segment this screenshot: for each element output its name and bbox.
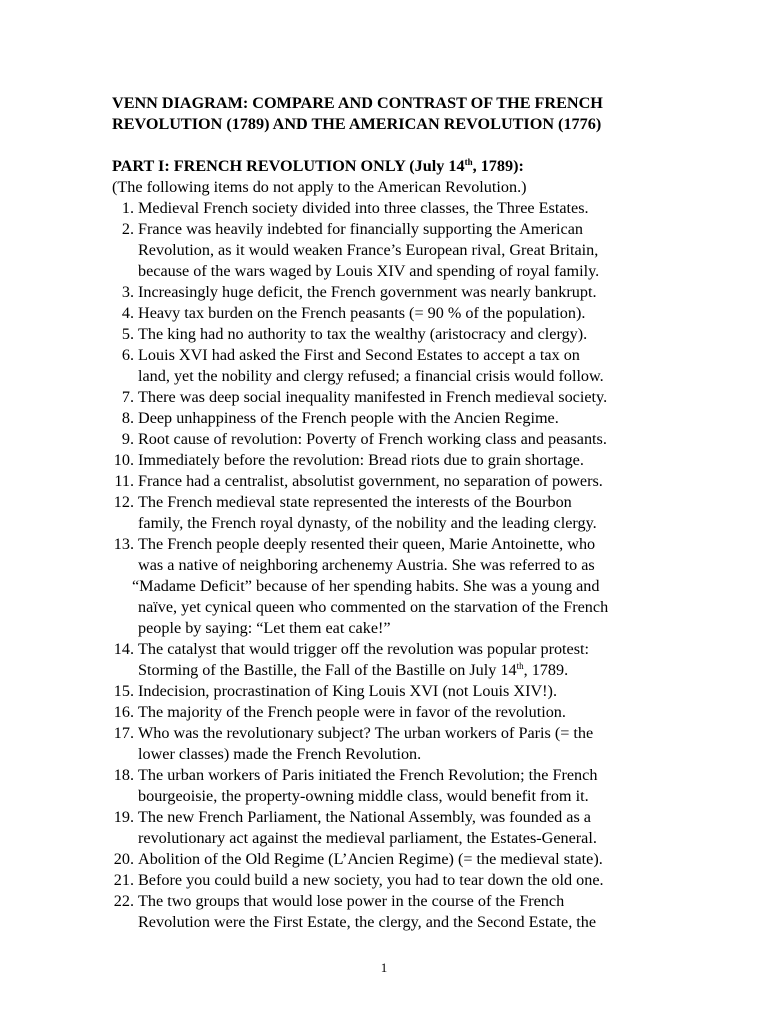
list-item — [112, 891, 668, 933]
list-item-line: The French people deeply resented their queen, Marie Antoinette, who — [138, 535, 596, 553]
list-item — [112, 702, 668, 723]
list-item-line: bourgeoisie, the property-owning middle class, would benefit from it. — [138, 787, 589, 805]
list-item-number: 8. — [121, 409, 134, 427]
list-item — [112, 408, 668, 429]
list-item — [112, 345, 668, 387]
list-item-line: lower classes) made the French Revolution. — [138, 745, 422, 763]
list-item-number: 11. — [114, 472, 134, 490]
title-line-2: REVOLUTION (1789) AND THE AMERICAN REVOLUTION (1776) — [112, 115, 602, 133]
list-item-line: Indecision, procrastination of King Louis XVI (not Louis XIV!). — [138, 682, 557, 700]
list-item-line: Louis XVI had asked the First and Second Estates to accept a tax on — [138, 346, 580, 364]
list-item-number: 15. — [113, 682, 134, 700]
items-list — [112, 198, 668, 933]
list-item-line: land, yet the nobility and clergy refused; a financial crisis would follow. — [138, 367, 604, 385]
list-item-line: Abolition of the Old Regime (L’Ancien Regime) (= the medieval state). — [138, 850, 603, 868]
list-item-line: was a native of neighboring archenemy Austria. She was referred to as — [138, 556, 595, 574]
list-item-line: The catalyst that would trigger off the revolution was popular protest: — [138, 640, 590, 658]
list-item-line-suffix: , 1789. — [523, 661, 569, 679]
list-item-line: The king had no authority to tax the wealthy (aristocracy and clergy). — [138, 325, 588, 343]
list-item-line: Increasingly huge deficit, the French government was nearly bankrupt. — [138, 283, 597, 301]
list-item-line: Medieval French society divided into three classes, the Three Estates. — [138, 199, 589, 217]
list-item-line: Deep unhappiness of the French people with the Ancien Regime. — [138, 409, 559, 427]
list-item-line: Who was the revolutionary subject? The urban workers of Paris (= the — [138, 724, 594, 742]
list-item-number: 12. — [113, 493, 134, 511]
list-item-line: The majority of the French people were in favor of the revolution. — [138, 703, 566, 721]
list-item-number: 14. — [113, 640, 134, 658]
list-item-number: 16. — [113, 703, 134, 721]
list-item-line-sup: th — [516, 661, 524, 671]
list-item — [112, 450, 668, 471]
list-item-number: 9. — [121, 430, 134, 448]
list-item-line: The French medieval state represented the interests of the Bourbon — [138, 493, 572, 511]
list-item-line: Immediately before the revolution: Bread riots due to grain shortage. — [138, 451, 584, 469]
part-heading — [112, 156, 668, 177]
title-line-1: VENN DIAGRAM: COMPARE AND CONTRAST OF THE FRENCH — [112, 94, 603, 112]
list-item — [112, 681, 668, 702]
list-item — [112, 870, 668, 891]
list-item-line: France had a centralist, absolutist government, no separation of powers. — [138, 472, 603, 490]
list-item-number: 20. — [113, 850, 134, 868]
list-item-number: 21. — [113, 871, 134, 889]
list-item-line-prefix: Storming of the Bastille, the Fall of the Bastille on July 14 — [138, 661, 517, 679]
list-item — [112, 492, 668, 534]
list-item-number: 6. — [121, 346, 134, 364]
part-heading-suffix: , 1789): — [472, 157, 524, 175]
page-number: 1 — [380, 960, 388, 975]
list-item-number: 13. — [113, 535, 134, 553]
list-item-line — [138, 660, 668, 681]
list-item-line: Root cause of revolution: Poverty of French working class and peasants. — [138, 430, 607, 448]
list-item-line: because of the wars waged by Louis XIV and spending of royal family. — [138, 262, 600, 280]
list-item-line: Revolution were the First Estate, the clergy, and the Second Estate, the — [138, 913, 597, 931]
list-item-line: “Madame Deficit” because of her spending habits. She was a young and — [132, 577, 600, 595]
list-item-number: 4. — [121, 304, 134, 322]
list-item-line: revolutionary act against the medieval parliament, the Estates-General. — [138, 829, 597, 847]
list-item — [112, 282, 668, 303]
list-item — [112, 303, 668, 324]
list-item — [112, 219, 668, 282]
list-item-line: France was heavily indebted for financially supporting the American — [138, 220, 584, 238]
list-item — [112, 534, 668, 639]
list-item-line: The new French Parliament, the National Assembly, was founded as a — [138, 808, 591, 826]
list-item-number: 2. — [121, 220, 134, 238]
list-item-line: Before you could build a new society, you had to tear down the old one. — [138, 871, 604, 889]
intro-text: (The following items do not apply to the American Revolution.) — [112, 178, 527, 196]
part-heading-prefix: PART I: FRENCH REVOLUTION ONLY (July 14 — [112, 157, 465, 175]
list-item-line: Revolution, as it would weaken France’s European rival, Great Britain, — [138, 241, 599, 259]
list-item-number: 22. — [113, 892, 134, 910]
list-item-line: The two groups that would lose power in the course of the French — [138, 892, 565, 910]
list-item-number: 7. — [121, 388, 134, 406]
list-item-line: The urban workers of Paris initiated the French Revolution; the French — [138, 766, 598, 784]
list-item — [112, 324, 668, 345]
list-item — [112, 639, 668, 681]
document-page — [112, 93, 668, 933]
list-item-line: Heavy tax burden on the French peasants (= 90 % of the population). — [138, 304, 586, 322]
list-item-number: 18. — [113, 766, 134, 784]
list-item — [112, 387, 668, 408]
list-item — [112, 765, 668, 807]
list-item — [112, 723, 668, 765]
list-item-number: 17. — [113, 724, 134, 742]
list-item-line: people by saying: “Let them eat cake!” — [138, 619, 391, 637]
list-item — [112, 429, 668, 450]
list-item-line: naïve, yet cynical queen who commented on the starvation of the French — [138, 598, 609, 616]
list-item-number: 5. — [121, 325, 134, 343]
list-item-number: 1. — [121, 199, 134, 217]
document-title — [112, 93, 668, 135]
list-item — [112, 471, 668, 492]
list-item — [112, 849, 668, 870]
list-item — [112, 807, 668, 849]
list-item — [112, 198, 668, 219]
part-heading-sup: th — [464, 157, 473, 167]
list-item-line: family, the French royal dynasty, of the nobility and the leading clergy. — [138, 514, 597, 532]
list-item-line: There was deep social inequality manifested in French medieval society. — [138, 388, 608, 406]
list-item-number: 10. — [113, 451, 134, 469]
list-item-number: 3. — [121, 283, 134, 301]
list-item-number: 19. — [113, 808, 134, 826]
